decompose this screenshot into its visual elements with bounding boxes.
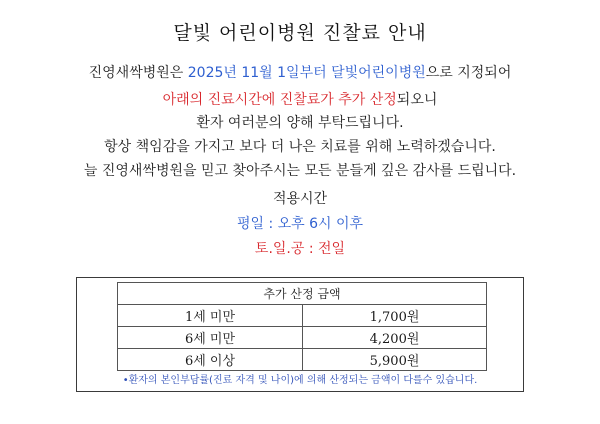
fee-table-header-row (118, 283, 487, 305)
apply-time-weekend: 토.일.공 : 전일 (254, 241, 346, 257)
fee-age-cell: 6세 이상 (118, 349, 303, 371)
apply-time-weekday: 평일 : 오후 6시 이후 (236, 216, 364, 232)
notice-line1-prefix: 진영새싹병원은 (88, 65, 188, 81)
fee-age-cell: 6세 미만 (118, 327, 303, 349)
fee-table (117, 282, 487, 371)
notice-line-surcharge (0, 89, 600, 109)
table-row (118, 349, 487, 371)
fee-amount-cell: 5,900원 (303, 349, 487, 371)
notice-line2-surcharge-highlight: 아래의 진료시간에 진찰료가 추가 산정 (162, 92, 397, 108)
apply-time-title: 적용시간 (272, 191, 328, 207)
notice-line-understanding: 환자 여러분의 양해 부탁드립니다. (196, 115, 404, 131)
notice-line2-suffix: 되오니 (396, 92, 438, 108)
fee-note: •환자의 본인부담률(진료 자격 및 나이)에 의해 산정되는 금액이 다를수 있습니다. (122, 375, 478, 386)
fee-age-cell: 1세 미만 (118, 305, 303, 327)
notice-title: 달빛 어린이병원 진찰료 안내 (173, 22, 427, 44)
notice-line-designation (0, 62, 600, 82)
fee-amount-cell: 4,200원 (303, 327, 487, 349)
notice-line1-suffix: 으로 지정되어 (425, 65, 512, 81)
fee-box (76, 277, 524, 392)
notice-line-commitment: 항상 책임감을 가지고 보다 더 나은 치료를 위해 노력하겠습니다. (104, 139, 496, 155)
notice-line-gratitude: 늘 진영새싹병원을 믿고 찾아주시는 모든 분들게 깊은 감사를 드립니다. (83, 163, 517, 179)
notice-line1-date-highlight: 2025년 11월 1일부터 달빛어린이병원 (187, 65, 426, 81)
table-row (118, 305, 487, 327)
table-row (118, 327, 487, 349)
fee-amount-cell: 1,700원 (303, 305, 487, 327)
fee-table-header: 추가 산정 금액 (118, 283, 487, 305)
